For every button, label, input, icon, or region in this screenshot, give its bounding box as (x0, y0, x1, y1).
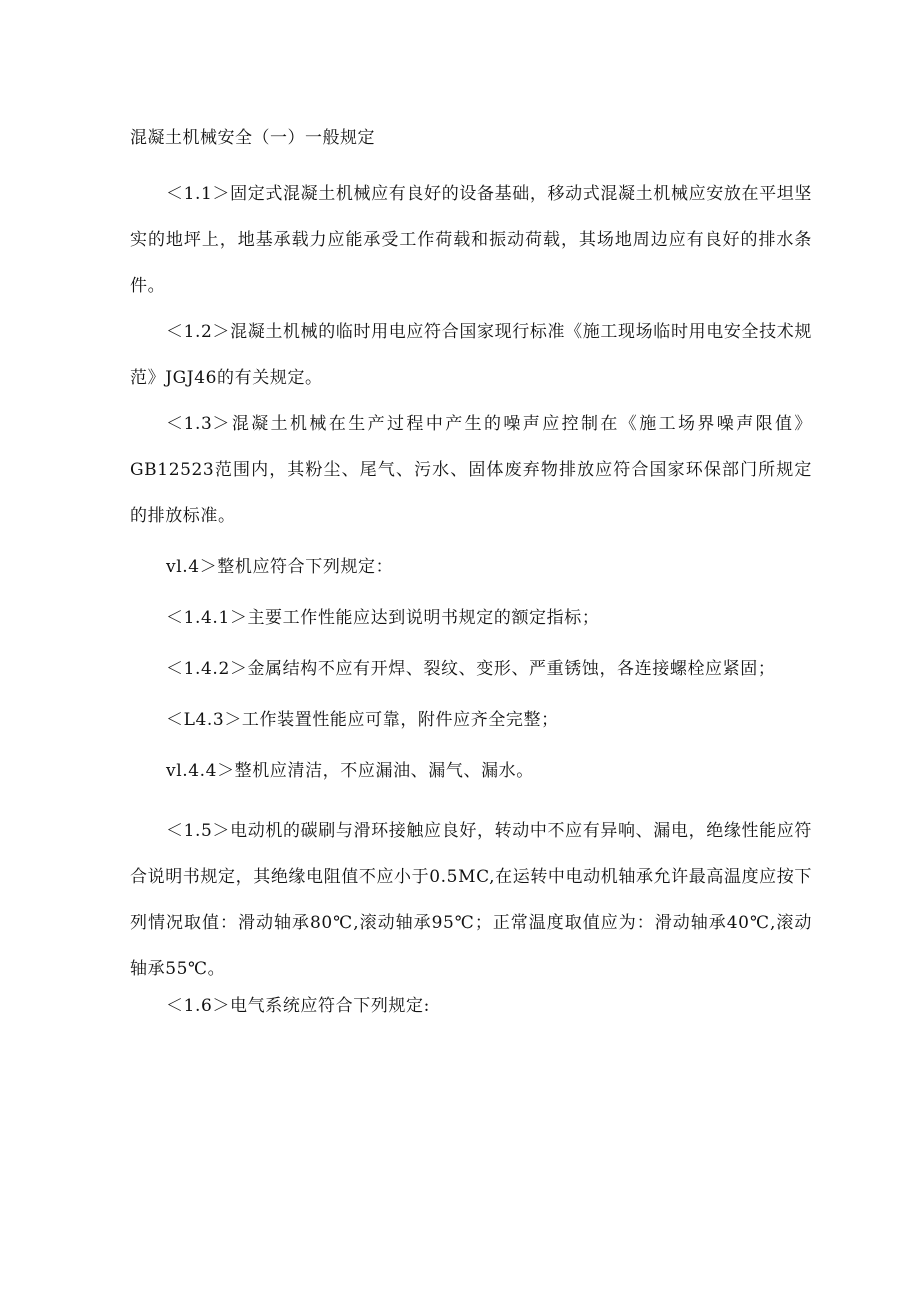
document-title: 混凝土机械安全（一）一般规定 (130, 128, 375, 148)
paragraph-1-4-4: vl.4.4＞整机应清洁，不应漏油、漏气、漏水。 (166, 761, 534, 781)
document-body (130, 124, 812, 1043)
paragraph-1-1: ＜1.1＞固定式混凝土机械应有良好的设备基础，移动式混凝土机械应安放在平坦坚实的地坪上，地基承载力应能承受工作荷载和振动荷载，其场地周边应有良好的排水条件。 (130, 184, 812, 296)
paragraph-1-4-2: ＜1.4.2＞金属结构不应有开焊、裂纹、变形、严重锈蚀，各连接螺栓应紧固； (166, 659, 776, 679)
paragraph-1-4: vl.4＞整机应符合下列规定： (166, 557, 394, 577)
paragraph-1-4-1: ＜1.4.1＞主要工作性能应达到说明书规定的额定指标； (166, 608, 600, 628)
paragraph-1-3: ＜1.3＞混凝土机械在生产过程中产生的噪声应控制在《施工场界噪声限值》GB12523范围内，其粉尘、尾气、污水、固体废弃物排放应符合国家环保部门所规定的排放标准。 (130, 414, 812, 526)
paragraph-1-6: ＜1.6＞电气系统应符合下列规定: (166, 996, 430, 1016)
paragraph-1-4-3: ＜L4.3＞工作装置性能应可靠，附件应齐全完整； (166, 710, 559, 730)
paragraph-1-5: ＜1.5＞电动机的碳刷与滑环接触应良好，转动中不应有异响、漏电，绝缘性能应符合说明书规定，其绝缘电阻值不应小于0.5MC,在运转中电动机轴承允许最高温度应按下列情况取值：滑动轴承80℃,滚动轴承95℃；正常温度取值应为：滑动轴承40℃,滚动轴承55℃。 (130, 821, 812, 979)
paragraph-1-2: ＜1.2＞混凝土机械的临时用电应符合国家现行标准《施工现场临时用电安全技术规范》JGJ46的有关规定。 (130, 322, 812, 388)
